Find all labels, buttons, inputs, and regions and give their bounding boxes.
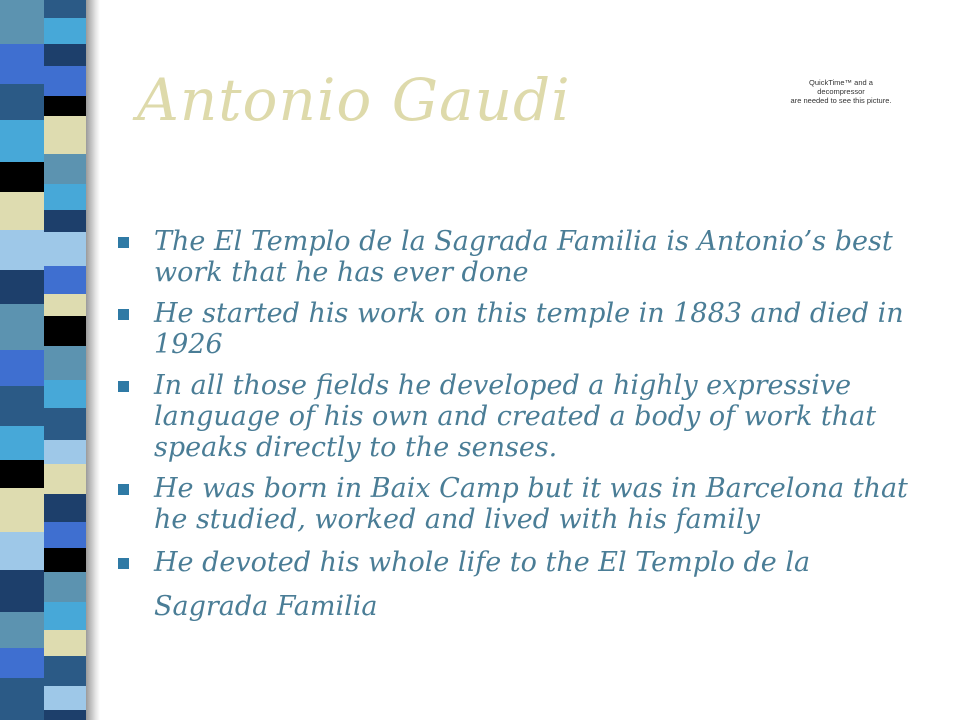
strip-block bbox=[44, 380, 88, 408]
bullet-item bbox=[118, 298, 918, 360]
strip-block bbox=[44, 44, 88, 66]
strip-block bbox=[0, 44, 44, 84]
square-bullet-icon bbox=[118, 484, 129, 495]
strip-block bbox=[44, 316, 88, 346]
bullet-item bbox=[118, 370, 918, 463]
strip-block bbox=[44, 266, 88, 294]
strip-block bbox=[44, 602, 88, 630]
square-bullet-icon bbox=[118, 558, 129, 569]
square-bullet-icon bbox=[118, 381, 129, 392]
bullet-list bbox=[118, 226, 918, 639]
strip-block bbox=[44, 548, 88, 572]
bullet-item bbox=[118, 541, 918, 629]
strip-block bbox=[44, 464, 88, 494]
strip-block bbox=[44, 408, 88, 440]
strip-block bbox=[0, 648, 44, 678]
strip-block bbox=[0, 386, 44, 426]
strip-block bbox=[0, 350, 44, 386]
strip-shadow bbox=[86, 0, 100, 720]
strip-column-right bbox=[44, 0, 88, 720]
strip-block bbox=[44, 210, 88, 232]
square-bullet-icon bbox=[118, 309, 129, 320]
bullet-text: In all those fields he developed a highly expressive language of his own and created a body of work that speaks directly to the senses. bbox=[154, 370, 877, 463]
strip-block bbox=[0, 120, 44, 162]
image-placeholder-line: decompressor bbox=[817, 87, 865, 96]
bullet-text: He was born in Baix Camp but it was in Barcelona that he studied, worked and lived with his family bbox=[154, 473, 908, 535]
bullet-item bbox=[118, 226, 918, 288]
image-placeholder-line: are needed to see this picture. bbox=[790, 96, 892, 105]
strip-block bbox=[0, 230, 44, 270]
strip-block bbox=[0, 0, 44, 44]
strip-block bbox=[44, 294, 88, 316]
image-placeholder-line: QuickTime™ and a bbox=[809, 78, 873, 87]
strip-block bbox=[44, 572, 88, 602]
strip-block bbox=[44, 96, 88, 116]
strip-block bbox=[44, 686, 88, 710]
strip-block bbox=[44, 66, 88, 96]
strip-block bbox=[0, 488, 44, 532]
bullet-item bbox=[118, 473, 918, 535]
strip-block bbox=[44, 346, 88, 380]
strip-block bbox=[0, 270, 44, 304]
strip-block bbox=[44, 116, 88, 154]
strip-block bbox=[0, 460, 44, 488]
strip-block bbox=[44, 232, 88, 266]
strip-block bbox=[0, 570, 44, 612]
slide-title: Antonio Gaudi bbox=[137, 66, 571, 134]
strip-block bbox=[44, 18, 88, 44]
strip-block bbox=[0, 678, 44, 720]
bullet-text: The El Templo de la Sagrada Familia is Antonio’s best work that he has ever done bbox=[154, 226, 893, 288]
strip-block bbox=[44, 494, 88, 522]
decorative-color-strip bbox=[0, 0, 108, 720]
strip-block bbox=[0, 426, 44, 460]
strip-block bbox=[0, 162, 44, 192]
strip-block bbox=[0, 84, 44, 120]
strip-block bbox=[44, 184, 88, 210]
strip-column-left bbox=[0, 0, 44, 720]
bullet-text: He devoted his whole life to the El Templo de la Sagrada Familia bbox=[154, 547, 811, 622]
strip-block bbox=[44, 0, 88, 18]
strip-block bbox=[0, 612, 44, 648]
strip-block bbox=[44, 710, 88, 720]
image-placeholder bbox=[780, 78, 902, 105]
strip-block bbox=[0, 192, 44, 230]
strip-block bbox=[0, 532, 44, 570]
strip-block bbox=[0, 304, 44, 350]
strip-block bbox=[44, 440, 88, 464]
strip-block bbox=[44, 656, 88, 686]
square-bullet-icon bbox=[118, 237, 129, 248]
bullet-text: He started his work on this temple in 1883 and died in 1926 bbox=[154, 298, 904, 360]
strip-block bbox=[44, 154, 88, 184]
strip-block bbox=[44, 630, 88, 656]
strip-block bbox=[44, 522, 88, 548]
